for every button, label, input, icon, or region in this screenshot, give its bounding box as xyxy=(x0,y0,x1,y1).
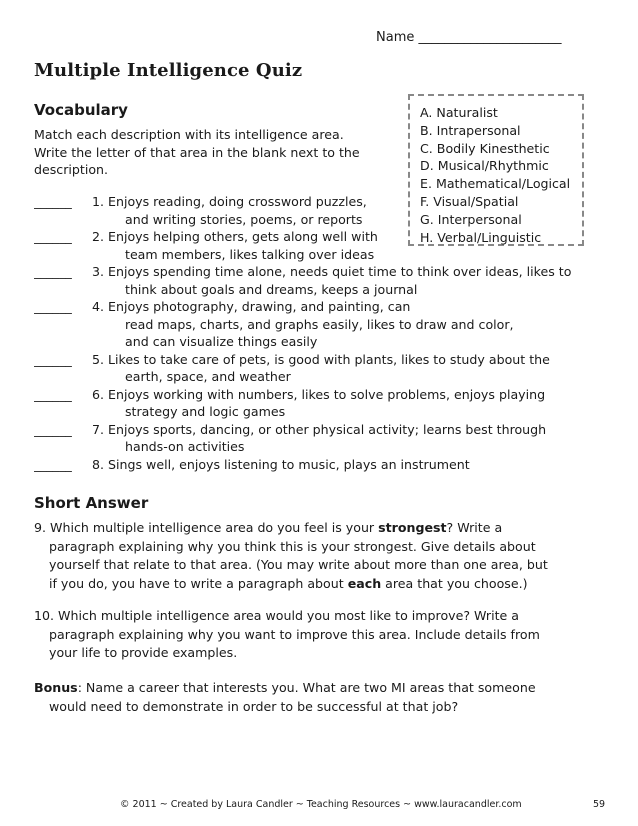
area-mathematical-logical: E. Mathematical/Logical xyxy=(420,176,571,192)
question-text: 9. Which multiple intelligence area do you feel is your xyxy=(34,520,379,535)
question-text: if you do, you have to write a paragraph about xyxy=(49,575,348,591)
item-number: 5. xyxy=(91,351,104,367)
answer-blank[interactable]: ______ xyxy=(34,386,72,402)
question-9 xyxy=(34,519,594,593)
question-line: 10. Which multiple intelligence area would you most like to improve? Write a xyxy=(34,608,520,623)
bonus-label: Bonus xyxy=(34,680,78,695)
instruction-line: description. xyxy=(34,162,109,177)
question-text: ? Write a xyxy=(446,520,503,535)
matching-item xyxy=(34,263,614,298)
item-text: Enjoys helping others, gets along well with xyxy=(108,229,378,244)
item-number: 1. xyxy=(91,194,104,209)
question-line: your life to provide examples. xyxy=(49,645,238,660)
area-intrapersonal: B. Intrapersonal xyxy=(420,122,521,138)
answer-blank[interactable]: ______ xyxy=(34,421,72,437)
item-text-continued: think about goals and dreams, keeps a journal xyxy=(125,281,418,297)
area-interpersonal: G. Interpersonal xyxy=(420,211,522,227)
question-10 xyxy=(34,607,594,663)
question-line: paragraph explaining why you think this is your strongest. Give details about xyxy=(49,538,536,554)
item-text: Enjoys spending time alone, needs quiet time to think over ideas, likes to xyxy=(108,264,572,279)
area-musical-rhythmic: D. Musical/Rhythmic xyxy=(420,158,549,174)
question-line xyxy=(34,575,594,594)
area-verbal-linguistic: H. Verbal/Linguistic xyxy=(420,229,542,245)
item-description xyxy=(108,228,614,263)
question-line: yourself that relate to that area. (You may write about more than one area, but xyxy=(49,557,548,572)
answer-blank[interactable]: ______ xyxy=(34,264,72,279)
matching-item xyxy=(34,456,614,474)
area-bodily-kinesthetic: C. Bodily Kinesthetic xyxy=(420,140,550,156)
matching-item xyxy=(34,298,614,351)
item-description xyxy=(108,386,614,421)
question-line: would need to demonstrate in order to be successful at that job? xyxy=(49,698,459,714)
answer-blank[interactable]: ______ xyxy=(34,299,72,314)
item-text-continued: read maps, charts, and graphs easily, likes to draw and color, xyxy=(125,316,514,332)
bonus-question xyxy=(34,679,594,716)
matching-items-list xyxy=(34,193,614,473)
name-field-line: Name ______________________ xyxy=(376,30,562,45)
answer-blank[interactable]: ______ xyxy=(34,351,72,367)
item-text-continued: team members, likes talking over ideas xyxy=(125,246,375,262)
area-visual-spatial: F. Visual/Spatial xyxy=(420,193,519,209)
answer-blank[interactable]: ______ xyxy=(34,229,72,244)
matching-item xyxy=(34,193,614,228)
emphasis-each: each xyxy=(347,575,382,591)
short-answer-heading: Short Answer xyxy=(34,494,149,512)
item-number: 6. xyxy=(91,386,104,402)
item-description xyxy=(108,193,614,228)
item-number: 2. xyxy=(91,229,104,244)
item-description xyxy=(108,421,614,456)
item-number: 4. xyxy=(91,299,104,314)
answer-blank[interactable]: ______ xyxy=(34,456,72,472)
item-number: 3. xyxy=(91,264,104,279)
item-text-continued: and can visualize things easily xyxy=(125,334,318,349)
question-text: area that you choose.) xyxy=(381,575,528,591)
instruction-line: Write the letter of that area in the blank next to the xyxy=(34,144,360,160)
item-number: 8. xyxy=(91,456,104,472)
item-text-continued: earth, space, and weather xyxy=(125,369,291,384)
instruction-line: Match each description with its intelligence area. xyxy=(34,127,344,142)
item-description xyxy=(108,263,614,298)
item-text-continued: hands-on activities xyxy=(125,439,245,454)
matching-item xyxy=(34,421,614,456)
area-naturalist: A. Naturalist xyxy=(420,105,498,120)
matching-item xyxy=(34,386,614,421)
item-description xyxy=(108,456,614,474)
vocabulary-heading: Vocabulary xyxy=(34,101,128,119)
item-text: Enjoys sports, dancing, or other physical activity; learns best through xyxy=(108,421,547,437)
page-title: Multiple Intelligence Quiz xyxy=(34,60,303,81)
question-line: paragraph explaining why you want to improve this area. Include details from xyxy=(49,626,540,642)
question-line xyxy=(34,679,594,698)
vocabulary-instructions xyxy=(34,126,394,179)
matching-item xyxy=(34,351,614,386)
matching-item xyxy=(34,228,614,263)
answer-blank[interactable]: ______ xyxy=(34,194,72,209)
question-text: : Name a career that interests you. What are two MI areas that someone xyxy=(77,680,536,695)
item-description xyxy=(108,298,614,351)
item-text: Likes to take care of pets, is good with plants, likes to study about the xyxy=(108,351,550,367)
item-text: Sings well, enjoys listening to music, plays an instrument xyxy=(108,456,470,472)
item-text: Enjoys photography, drawing, and painting, can xyxy=(108,299,411,314)
item-text-continued: and writing stories, poems, or reports xyxy=(125,211,363,227)
page-number: 59 xyxy=(593,799,606,810)
item-description xyxy=(108,351,614,386)
item-text: Enjoys working with numbers, likes to solve problems, enjoys playing xyxy=(108,386,546,402)
item-text: Enjoys reading, doing crossword puzzles, xyxy=(108,194,367,209)
question-line xyxy=(34,519,594,538)
item-number: 7. xyxy=(91,421,104,437)
footer-credit: © 2011 ~ Created by Laura Candler ~ Teaching Resources ~ www.lauracandler.com xyxy=(120,799,522,810)
item-text-continued: strategy and logic games xyxy=(125,404,286,419)
emphasis-strongest: strongest xyxy=(378,520,447,535)
